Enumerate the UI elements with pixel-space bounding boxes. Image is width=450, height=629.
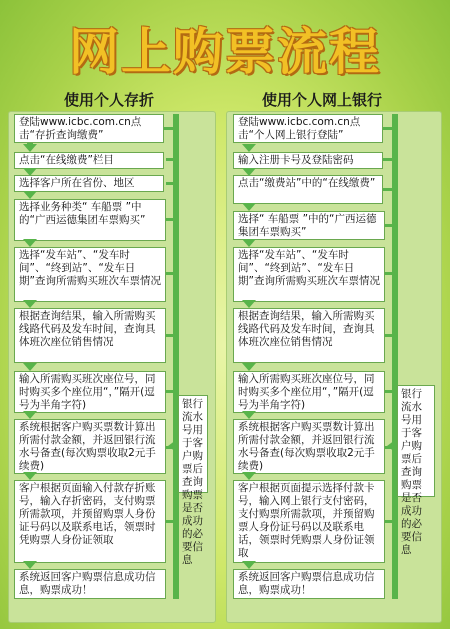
right-column-heading: 使用个人网上银行 [261,91,382,109]
left-connector [166,158,177,161]
left-arrow-icon [387,440,395,452]
right-side-note: 银行流水号用于客户购票后查询购票是否成功的必要信息 [397,385,435,497]
right-step-4: 选择“ 车船票 ”中的“广西运德集团车票购买” [233,211,385,240]
right-connector [385,334,396,337]
right-step-8: 系统根据客户购买票数计算出所需付款金额，并返回银行流水号备查(每次购票收取2元手续费) [233,419,385,474]
left-step-1: 登陆www.icbc.com.cn点击“存折查询缴费” [14,114,164,143]
left-connector [164,127,177,130]
left-step-9: 客户根据页面输入付款存折账号，输入存折密码，支付购票所需款项，并预留购票人身份证号码以及联系电话，领票时凭购票人身份证领取 [14,480,166,563]
left-connector [166,182,177,185]
right-step-6: 根据查询结果，输入所需购买线路代码及发车时间，查询具体班次座位销售情况 [233,308,385,363]
left-step-10: 系统返回客户购票信息成功信息，购票成功！ [14,569,166,599]
right-connector [385,520,396,523]
right-connector [385,390,396,393]
left-step-7: 输入所需购买班次座位号，同时购买多个座位用“，”隔开(逗号为半角字符) [14,371,166,413]
right-connector [383,188,396,191]
left-step-2: 点击“在线缴费”栏目 [14,152,164,169]
left-step-8: 系统根据客户购买票数计算出所需付款金额，并返回银行流水号备查(每次购票收取2元手续费) [14,419,166,474]
right-step-5: 选择“发车站”、“发车时间”、“终到站”、“发车日期”查询所需购买班次车票情况 [233,247,385,302]
left-step-5: 选择“发车站”、“发车时间”、“终到站”、“发车日期”查询所需购买班次车票情况 [14,247,166,302]
right-connector [385,272,396,275]
right-step-2: 输入注册卡号及登陆密码 [233,152,383,169]
left-connector [166,334,177,337]
right-step-7: 输入所需购买班次座位号，同时购买多个座位用“，”隔开(逗号为半角字符) [233,371,385,413]
right-step-10: 系统返回客户购票信息成功信息，购票成功！ [233,569,385,599]
left-connector [166,520,177,523]
left-connector [166,390,177,393]
left-step-6: 根据查询结果，输入所需购买线路代码及发车时间，查询具体班次座位销售情况 [14,308,166,363]
left-connector [166,272,177,275]
left-step-3: 选择客户所在省份、地区 [14,175,164,192]
right-step-3: 点击“缴费站”中的“在线缴费” [233,175,383,204]
right-connector [383,127,396,130]
page-title: 网上购票流程 [69,23,381,81]
right-step-9: 客户根据页面提示选择付款卡号，输入网上银行支付密码，支付购票所需款项，并预留购票人身份证号码以及联系电话，领票时凭购票人身份证领取 [233,480,385,563]
left-column-heading: 使用个人存折 [63,91,154,109]
right-step-1: 登陆www.icbc.com.cn点击“个人网上银行登陆” [233,114,383,143]
left-side-note: 银行流水号用于客户购票后查询购票是否成功的必要信息 [178,395,208,493]
left-arrow-icon [168,440,176,452]
right-connector [383,158,396,161]
right-connector [385,224,396,227]
left-step-4: 选择业务种类“ 车船票 ”中的“广西运德集团车票购买” [14,199,166,241]
left-connector [166,218,177,221]
